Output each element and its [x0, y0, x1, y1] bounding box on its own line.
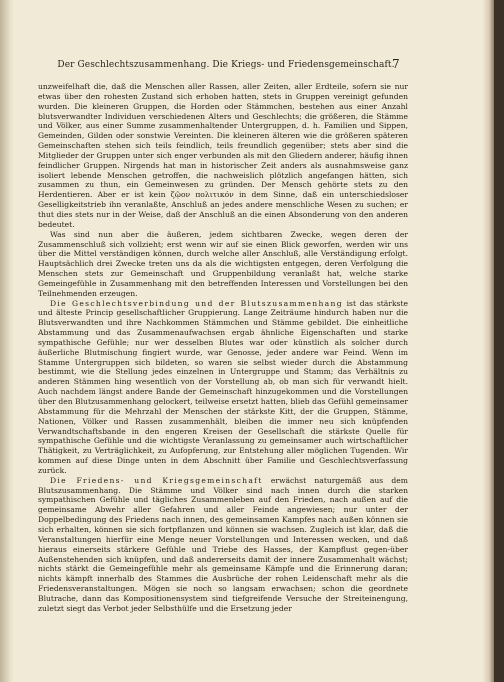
paragraph-3-text: ist das stärkste und älteste Princip gesellschaftlicher Gruppierung. Lange Zeiträume hindurch haben nur die Blutsverwandten und ihre Nachkommen Stämmchen und Stämme gebildet. Die einheitliche Abstammung und das Zusammenaufwachsen ergab ähnliche Eigenschaften und starke sympathische Gefühle; nur wer desselben Blutes war oder künstlich als solcher durch äußerliche Blutmischung fingiert wurde, war Genosse, jeder andere war Feind. Wenn im Stamme Untergruppen sich bildeten, so waren sie selbst wieder durch die Abstammung bestimmt, wie die Stellung jedes einzelnen in Untergruppe und Stamm; das Verhältnis zu anderen Stämmen hing wesentlich von der Vorstellung ab, ob man sich für verwandt hielt. Auch nachdem längst andere Bande der Gemeinschaft hinzugekommen und die Vorstellungen über den Blutzusammenhang gelockert, teilweise ersetzt hatten, blieb das Gefühl gemeinsamer Abstammung für die Mehrzahl der Menschen der stärkste Kitt, der die Gruppen, Stämme, Nationen, Völker und Rassen zusammenhält, bleiben die immer neu sich knüpfenden Verwandtschaftsbande in den engeren Kreisen der Gesellschaft die stärkste Quelle für sympathische Gefühle und die wichtigste Veranlassung zu gemeinsamer auch wirtschaftlicher Thätigkeit, zu Verträglichkeit, zu Aufopferung, zur Entstehung aller möglichen Tugenden. Wir kommen auf diese Dinge unten in dem Abschnitt über Familie und Geschlechtsverfassung zurück.: [38, 298, 408, 475]
paragraph-3: [38, 299, 408, 476]
book-gutter: [0, 0, 14, 682]
paragraph-4-text: erwächst naturgemäß aus dem Blutszusammenhang. Die Stämme und Völker sind nach innen durch die starken sympathischen Gefühle und tägliches Zusammenleben auf den Frieden, nach außen auf die gemeinsame Abwehr aller Gefahren und aller Feinde angewiesen; nur unter der Doppelbedingung des Friedens nach innen, des gemeinsamen Kampfes nach außen können sie sich erhalten, können sie sich fortpflanzen und können sie wachsen. Zugleich ist klar, daß die Veranstaltungen hierfür eine Menge neuer Vorstellungen und Interessen wecken, und daß hieraus einerseits stärkere Gefühle und Triebe des Hasses, der Kampflust gegen-über Außenstehenden sich knüpfen, und daß andererseits damit der innere Zusammenhalt wächst; nichts stärkt die Gemeingefühle mehr als gemeinsame Kämpfe und die Erinnerung daran; nichts kämpft innerhalb des Stammes die Ausbrüche der rohen Leidenschaft mehr als die Friedensveranstaltungen. Mögen sie noch so langsam erwachsen; schon die geordnete Blutrache, dann das Kompositionensystem sind tiefgreifende Versuche der Streiteinengung, zuletzt siegt das Verbot jeder Selbsthülfe und die Ersetzung jeder: [38, 475, 408, 613]
paragraph-2-text: Was sind nun aber die äußeren, jedem sichtbaren Zwecke, wegen deren der Zusammenschluß sich vollzieht; erst wenn wir auf sie einen Blick geworfen, werden wir uns über die Mittel verständigen können, durch welche aller Anschluß, alle Verständigung erfolgt. Hauptsächlich drei Zwecke treten uns da als die wichtigsten entgegen, deren Verfolgung die Menschen stets zur Gemeinschaft und Gruppenbildung veranlaßt hat, welche starke Gemeingefühle in Zusammenhang mit den betreffenden Interessen und Vorstellungen bei den Teilnehmenden erzeugen.: [38, 229, 408, 298]
running-header: Der Geschlechtszusammenhang. Die Kriegs- und Friedensgemeinschaft.: [57, 60, 395, 70]
paragraph-3-heading: Die Geschlechtsverbindung und der Blutszusammenhang: [50, 298, 343, 308]
paragraph-1: [38, 82, 408, 230]
body-text: [38, 82, 408, 614]
paragraph-1-text: unzweifelhaft die, daß die Menschen aller Rassen, aller Zeiten, aller Erdteile, sofern sie nur etwas über den rohesten Zustand sich erhoben hatten, stets in Gruppen vereinigt gefunden wurden. Die kleineren Gruppen, die Horden oder Stämmchen, bestehen aus einer Anzahl blutsverwandter Individuen verschiedenen Alters und Geschlechts; die größeren, die Stämme und Völker, aus einer Summe zusammenhaltender Untergruppen, d. h. Familien und Sippen, Gemeinden, Gilden oder sonstwie Vereinten. Die kleineren älteren wie die größeren späteren Gemeinschaften stehen sich teils feindlich, teils freundlich gegenüber; stets aber sind die Mitglieder der Gruppen unter sich enger verbunden als mit den Gliedern anderer, häufig ihnen feindlicher Gruppen. Nirgends hat man in historischer Zeit anders als ausnahmsweise ganz isoliert lebende Menschen getroffen, die nachweislich plötzlich angefangen hätten, sich zusammen zu thun, ein Gemeinwesen zu gründen. Der Mensch gehörte stets zu den Herdentieren. Aber er ist kein ζῷον πολιτικόν in dem Sinne, daß ein unterschiedsloser Geselligkeitstrieb ihn veranlaßte, Anschluß an jedes andere menschliche Wesen zu suchen; er thut dies stets nur in der Weise, daß der Anschluß an die einen Absonderung von den anderen bedeutet.: [38, 82, 408, 229]
page-edge: [482, 0, 494, 682]
paragraph-4: [38, 476, 408, 614]
page-number: 7: [392, 57, 400, 71]
paragraph-4-heading: Die Friedens- und Kriegsgemeinschaft: [50, 475, 263, 485]
paragraph-2: [38, 230, 408, 299]
